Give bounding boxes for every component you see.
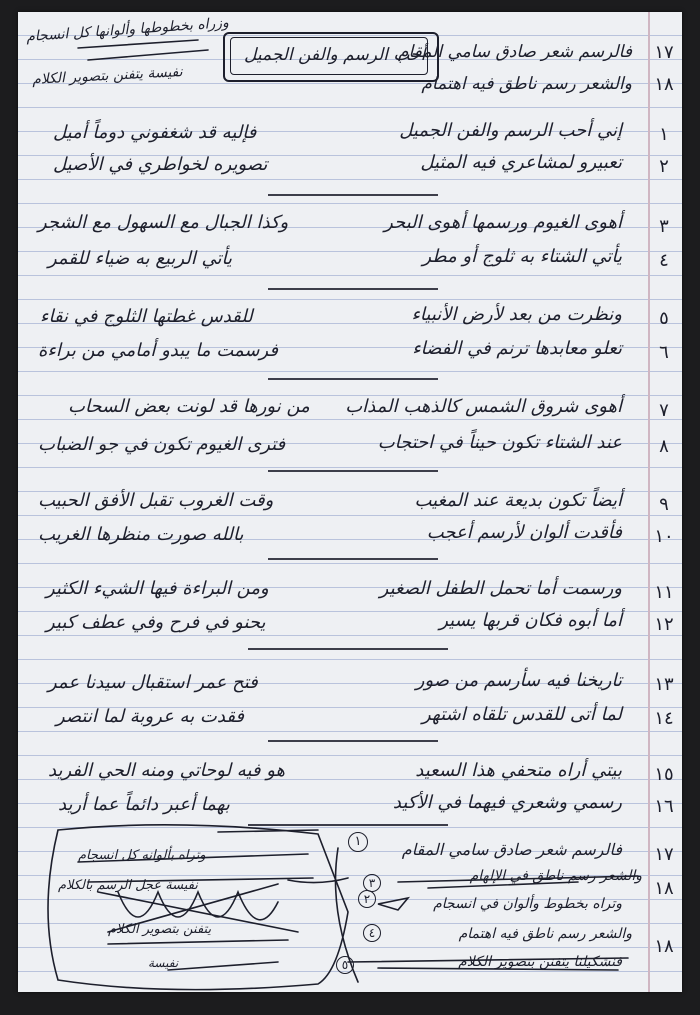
draft-line: وتراه بخطوط وألوان في انسجام <box>433 896 622 912</box>
verse-right: فأقدت ألوان لأرسم أعجب <box>426 522 622 543</box>
draft-left-line: نفيسة <box>148 956 179 970</box>
verse-right: ونظرت من بعد لأرض الأنبياء <box>411 304 622 325</box>
circled-number: ١ <box>348 832 368 852</box>
verse-right: إني أحب الرسم والفن الجميل <box>399 120 622 141</box>
verse-right: أهوى شروق الشمس كالذهب المذاب <box>345 396 622 417</box>
verse-right: رسمي وشعري فيهما في الأكيد <box>392 792 622 813</box>
verse-left: يأتي الربيع به ضياء للقمر <box>48 248 233 269</box>
header-verse-right: فالرسم شعر صادق سامي المقام <box>398 42 632 62</box>
line-number: ١٣ <box>654 674 674 695</box>
header-verse-left: وزراه بخطوطها وألوانها كل انسجام <box>25 14 230 46</box>
draft-line-number: ١٨ <box>654 878 674 899</box>
draft-left-line: نفيسة عجل الرسم بالكلام <box>58 878 198 893</box>
circled-number: ٣ <box>363 874 381 892</box>
line-number: ٨ <box>659 436 669 457</box>
circled-number: ٢ <box>358 890 376 908</box>
verse-left: وكذا الجبال مع السهول مع الشجر <box>38 212 289 233</box>
verse-left: بالله صورت منظرها الغريب <box>38 524 244 545</box>
verse-left: تصويره لخواطري في الأصيل <box>53 154 268 175</box>
verse-right: أما أبوه فكان قربها يسير <box>439 610 622 631</box>
line-number: ١٤ <box>654 708 674 729</box>
verse-right: تعبيرو لمشاعري فيه المثيل <box>420 152 622 173</box>
verse-left: وقت الغروب تقبل الأفق الحبيب <box>38 490 274 511</box>
verse-right: تعلو معابدها ترنم في الفضاء <box>412 338 622 359</box>
verse-left: فإليه قد شغفوني دوماً أميل <box>53 122 257 143</box>
line-number: ٤ <box>659 250 669 271</box>
draft-left-line: وتراه بألوانه كل انسجام <box>78 848 206 863</box>
line-number: ٣ <box>659 216 669 237</box>
line-number: ١٦ <box>654 796 674 817</box>
line-number: ١ <box>659 124 669 145</box>
notebook-page <box>18 12 682 992</box>
verse-left: للقدس غطتها الثلوج في نقاء <box>40 306 253 327</box>
verse-right: تاريخنا فيه سأرسم من صور <box>415 670 622 691</box>
verse-left: يحنو في فرح وفي عطف كبير <box>46 612 266 633</box>
verse-right: ورسمت أما تحمل الطفل الصغير <box>379 578 622 599</box>
line-number: ١١ <box>654 582 674 603</box>
verse-left: هو فيه لوحاتي ومنه الحي الفريد <box>48 760 285 781</box>
header-line-number: ١٧ <box>654 42 674 63</box>
line-number: ١٥ <box>654 764 674 785</box>
draft-line-struck: فنشكيلنا يتفنن بتصوير الكلام <box>458 954 622 970</box>
verse-left: فتح عمر استقبال سيدنا عمر <box>48 672 258 693</box>
line-number: ٩ <box>659 494 669 515</box>
line-number: ٥ <box>659 308 669 329</box>
verse-left: فقدت به عروبة لما انتصر <box>56 706 245 727</box>
line-number: ٢ <box>659 156 669 177</box>
draft-left-line: يتفنن بتصوير الكلام <box>108 922 212 937</box>
line-number: ١٢ <box>654 614 674 635</box>
header-verse-left: نفيسة يتفنن بتصوير الكلام <box>31 64 183 88</box>
draft-scribbles <box>18 12 682 992</box>
draft-line-struck: والشعر رسم ناطق في الإلهام <box>469 868 642 884</box>
verse-right: أيضاً تكون بديعة عند المغيب <box>414 490 622 511</box>
draft-line-number: ١٧ <box>654 844 674 865</box>
verse-left: فترى الغيوم تكون في جو الضباب <box>38 434 286 455</box>
page-title: أحب الرسم والفن الجميل <box>244 45 426 65</box>
header-line-number: ١٨ <box>654 74 674 95</box>
verse-right: أهوى الغيوم ورسمها أهوى البحر <box>384 212 622 233</box>
line-number: ٧ <box>659 400 669 421</box>
verse-right: عند الشتاء تكون حيناً في احتجاب <box>377 432 622 453</box>
draft-line: والشعر رسم ناطق فيه اهتمام <box>458 926 632 942</box>
verse-left: من نورها قد لونت بعض السحاب <box>68 396 310 417</box>
line-number: ٦ <box>659 342 669 363</box>
verse-left: ومن البراءة فيها الشيء الكثير <box>46 578 269 599</box>
verse-left: بهما أعبر دائماً عما أريد <box>58 794 230 815</box>
verse-right: لما أتى للقدس تلقاه اشتهر <box>422 704 622 725</box>
line-number: ١٠ <box>654 526 674 547</box>
draft-line: فالرسم شعر صادق سامي المقام <box>401 840 622 859</box>
circled-number: ٤ <box>363 924 381 942</box>
verse-right: بيتي أراه متحفي هذا السعيد <box>415 760 622 781</box>
verse-right: يأتي الشتاء به ثلوج أو مطر <box>422 246 622 267</box>
draft-line-number: ١٨ <box>654 936 674 957</box>
header-verse-right: والشعر رسم ناطق فيه اهتمام <box>421 74 632 94</box>
verse-left: فرسمت ما يبدو أمامي من براءة <box>38 340 278 361</box>
circled-number: ٥ <box>336 956 354 974</box>
